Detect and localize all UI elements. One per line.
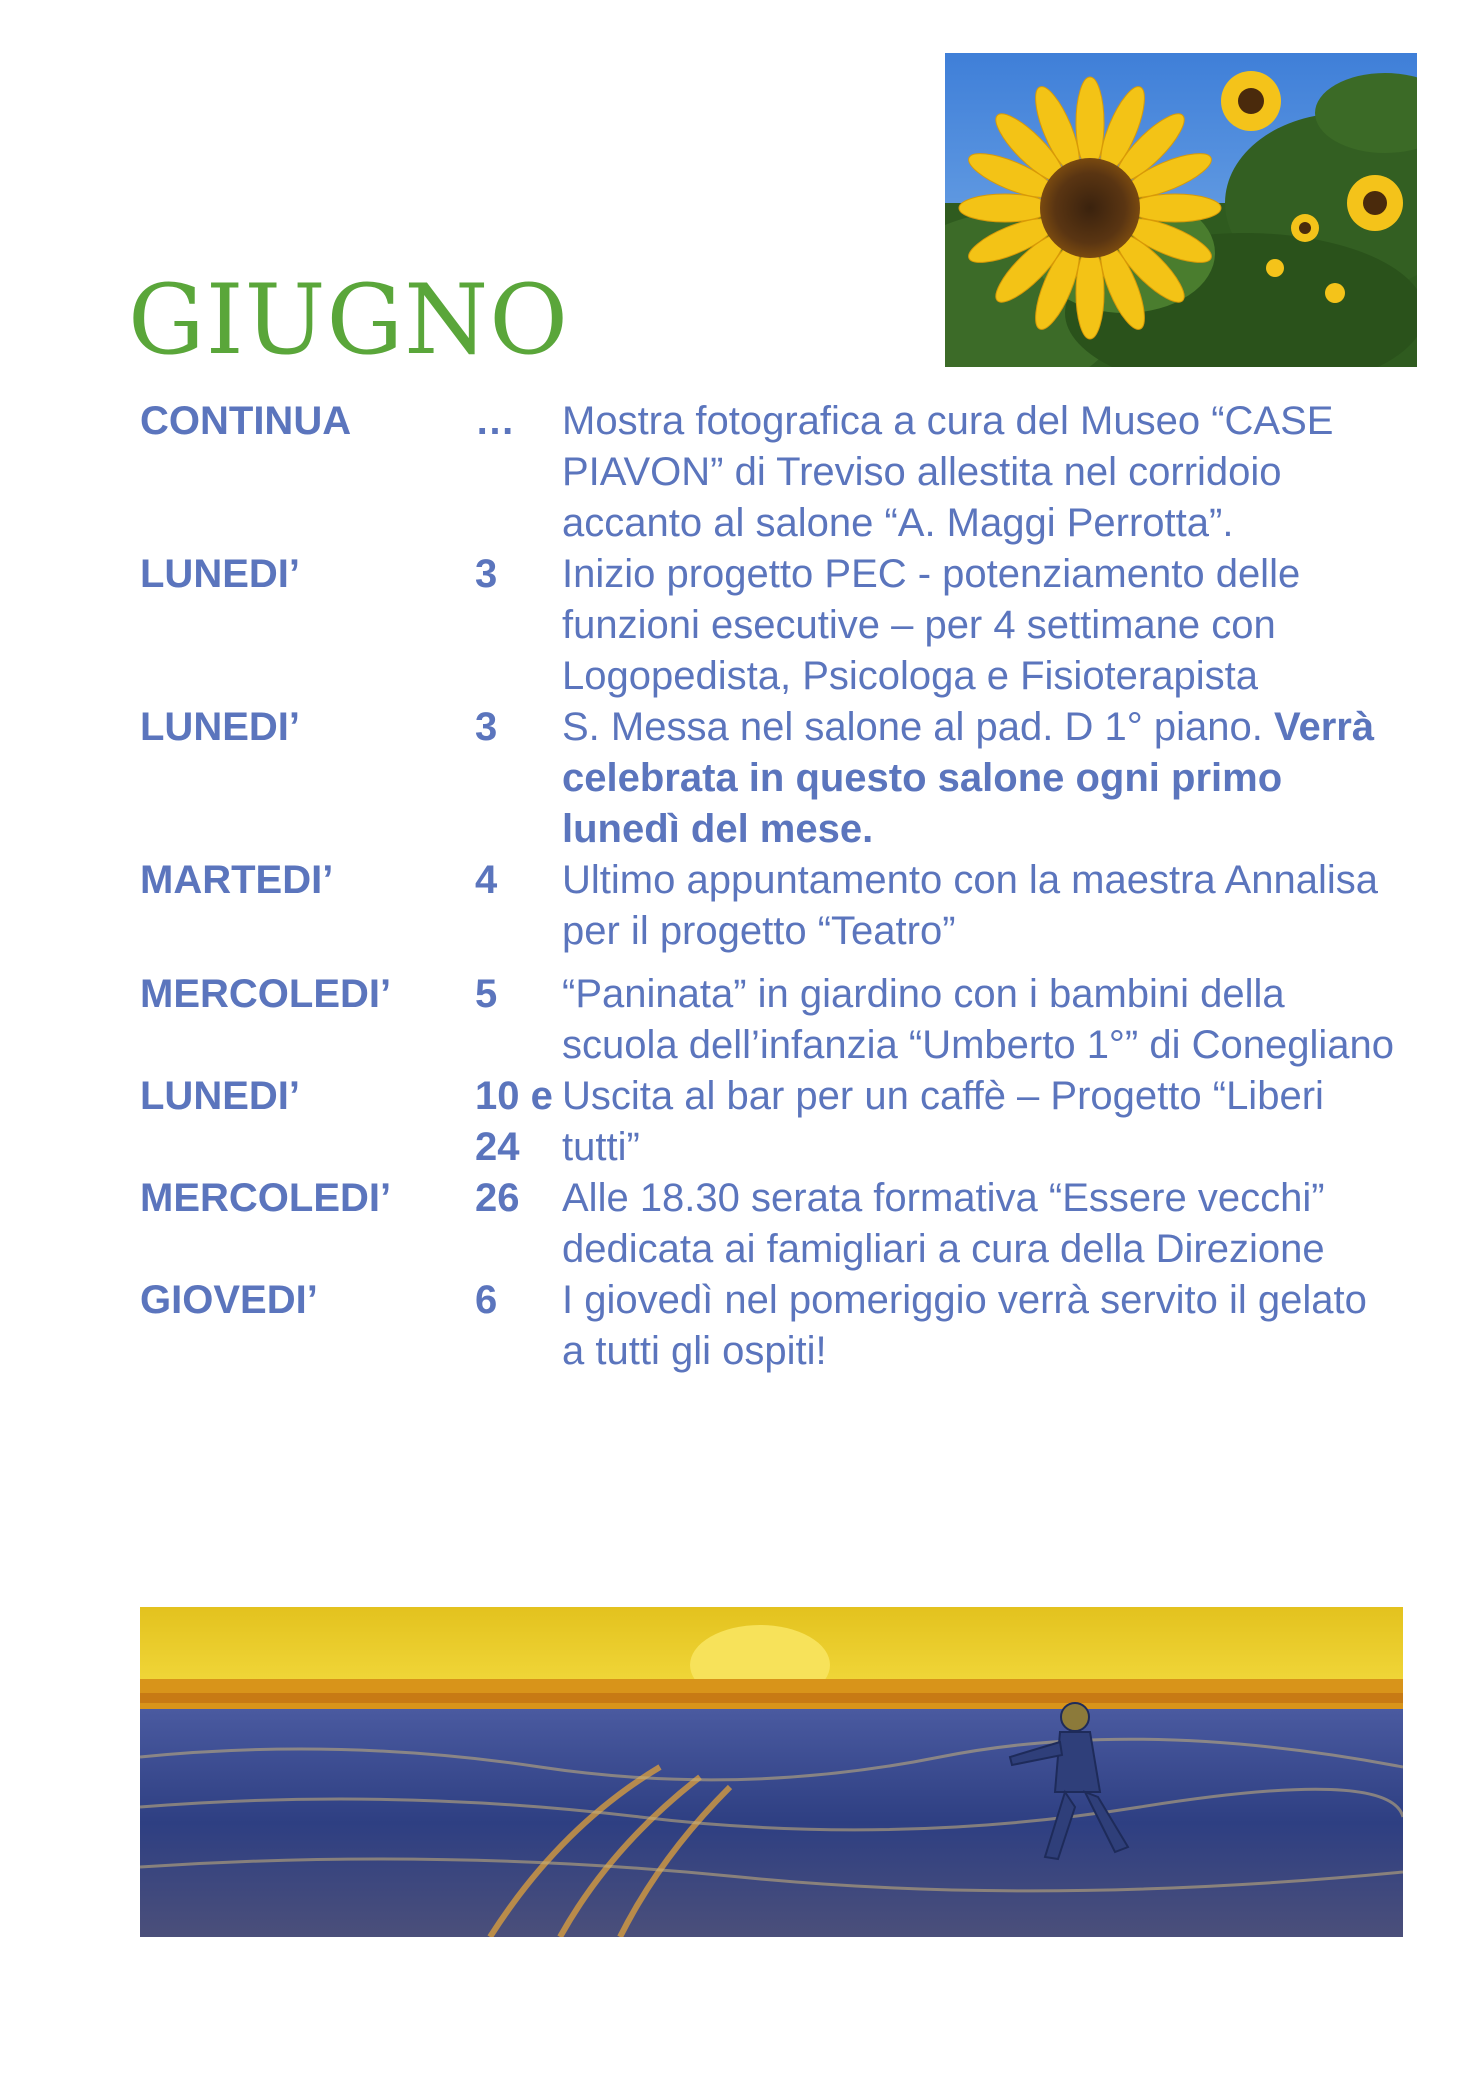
event-description-bold: Verrà celebrata in questo salone ogni primo lunedì del mese. (562, 705, 1375, 851)
event-description: I giovedì nel pomeriggio verrà servito il gelato a tutti gli ospiti! (562, 1278, 1367, 1373)
event-date: 3 (475, 705, 498, 749)
event-row (140, 396, 1400, 549)
event-day: LUNEDI’ (140, 1074, 300, 1118)
event-row (140, 702, 1400, 855)
sunflower-photo (945, 53, 1417, 367)
event-row (140, 1173, 1400, 1275)
event-description: Inizio progetto PEC - potenziamento delle funzioni esecutive – per 4 settimane con Logopedista, Psicologa e Fisioterapista (562, 552, 1301, 698)
event-schedule (140, 396, 1400, 1377)
event-day: MARTEDI’ (140, 858, 334, 902)
event-row (140, 1071, 1400, 1173)
month-title: GIUGNO (128, 264, 569, 376)
event-description: Ultimo appuntamento con la maestra Annalisa per il progetto “Teatro” (562, 858, 1379, 953)
event-description-text: S. Messa nel salone al pad. D 1° piano. (562, 705, 1263, 749)
event-description: “Paninata” in giardino con i bambini della scuola dell’infanzia “Umberto 1°” di Conegliano (562, 972, 1394, 1067)
event-date: 26 (475, 1176, 520, 1220)
sower-painting (140, 1607, 1403, 1937)
event-day: GIOVEDI’ (140, 1278, 318, 1322)
event-day: MERCOLEDI’ (140, 972, 392, 1016)
event-day: LUNEDI’ (140, 705, 300, 749)
event-description: Uscita al bar per un caffè – Progetto “Liberi tutti” (562, 1074, 1324, 1169)
event-description: Alle 18.30 serata formativa “Essere vecchi” dedicata ai famigliari a cura della Direzione (562, 1176, 1325, 1271)
event-description (562, 702, 1400, 855)
event-row (140, 549, 1400, 702)
event-day: LUNEDI’ (140, 552, 300, 596)
event-row (140, 1275, 1400, 1377)
event-day: MERCOLEDI’ (140, 1176, 392, 1220)
event-day: CONTINUA (140, 399, 352, 443)
event-description: Mostra fotografica a cura del Museo “CASE PIAVON” di Treviso allestita nel corridoio accanto al salone “A. Maggi Perrotta”. (562, 399, 1334, 545)
event-date: 10 e 24 (475, 1074, 553, 1169)
event-date: 5 (475, 972, 498, 1016)
event-row (140, 969, 1400, 1071)
event-date: … (475, 399, 515, 443)
event-row (140, 855, 1400, 957)
event-date: 4 (475, 858, 498, 902)
event-date: 6 (475, 1278, 498, 1322)
event-date: 3 (475, 552, 498, 596)
